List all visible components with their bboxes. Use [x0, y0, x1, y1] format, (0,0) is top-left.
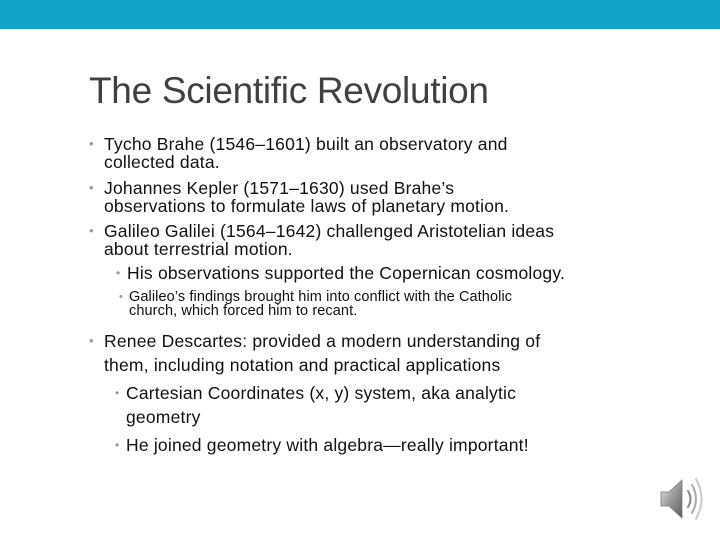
bullet-marker: • — [115, 386, 120, 400]
header-band — [0, 0, 720, 29]
bullet-line: Tycho Brahe (1546–1601) built an observatory and — [104, 134, 508, 154]
bullet-item — [89, 221, 555, 259]
bullet-line: Cartesian Coordinates (x, y) system, aka analytic — [126, 383, 517, 403]
bullet-marker: • — [89, 180, 94, 195]
bullet-item — [89, 134, 508, 172]
bullet-marker: • — [89, 223, 94, 238]
bullet-item — [115, 381, 517, 429]
bullet-line: about terrestrial motion. — [104, 239, 293, 259]
bullet-line: He joined geometry with algebra—really important! — [126, 435, 529, 455]
bullet-line: church, which forced him to recant. — [129, 303, 358, 319]
bullet-line: collected data. — [104, 152, 220, 172]
bullet-line: Johannes Kepler (1571–1630) used Brahe’s — [104, 178, 455, 198]
bullet-line: Galileo’s findings brought him into conflict with the Catholic — [129, 289, 513, 305]
slide-title: The Scientific Revolution — [89, 70, 489, 111]
bullet-marker: • — [89, 136, 94, 151]
bullet-line: them, including notation and practical applications — [104, 355, 501, 375]
bullet-marker: • — [89, 333, 94, 348]
bullet-line: His observations supported the Copernican cosmology. — [127, 263, 566, 283]
bullet-line: observations to formulate laws of planetary motion. — [104, 196, 510, 216]
bullet-marker: • — [119, 291, 123, 303]
bullet-line: Galileo Galilei (1564–1642) challenged Aristotelian ideas — [104, 221, 555, 241]
bullet-line: geometry — [126, 407, 201, 427]
bullet-item — [89, 329, 541, 377]
speaker-icon[interactable] — [655, 474, 710, 524]
bullet-item — [89, 178, 510, 216]
bullet-item — [119, 289, 513, 319]
bullet-line: Renee Descartes: provided a modern understanding of — [104, 331, 541, 351]
bullet-item — [115, 433, 529, 457]
bullet-item — [116, 263, 566, 283]
bullet-marker: • — [115, 438, 120, 452]
bullet-marker: • — [116, 266, 121, 280]
